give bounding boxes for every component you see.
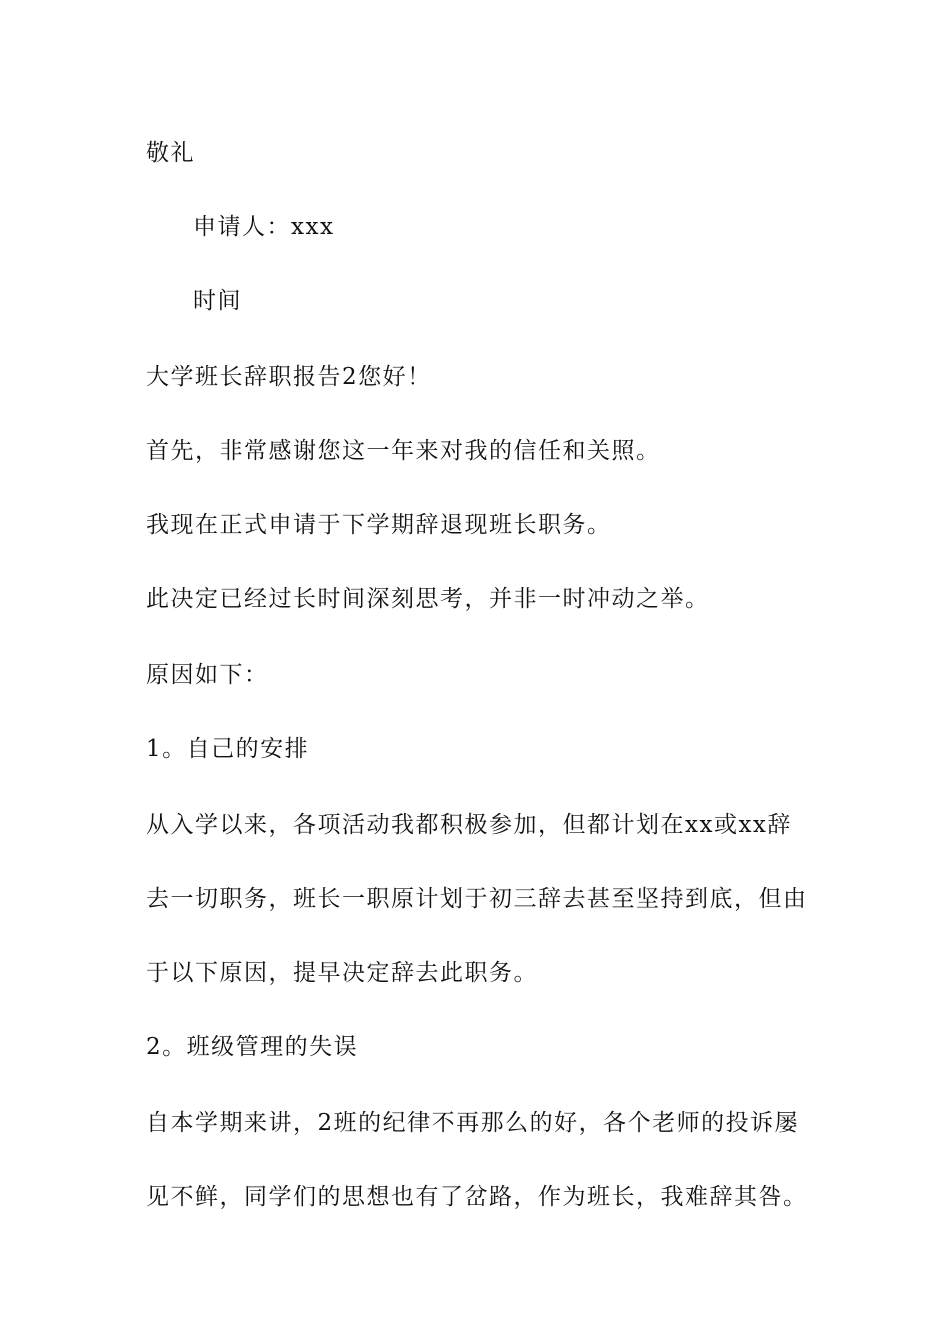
- paragraph-line: 去一切职务，班长一职原计划于初三辞去甚至坚持到底，但由: [146, 886, 808, 912]
- paragraph-line: 此决定已经过长时间深刻思考，并非一时冲动之举。: [146, 586, 710, 612]
- paragraph-line: 从入学以来，各项活动我都积极参加，但都计划在xx或xx辞: [146, 812, 792, 838]
- closing-salutation: 敬礼: [146, 140, 195, 166]
- paragraph-line: 自本学期来讲，2班的纪律不再那么的好，各个老师的投诉屡: [146, 1110, 800, 1136]
- applicant-line: 申请人：xxx: [193, 214, 335, 240]
- date-line: 时间: [193, 288, 242, 314]
- paragraph-line: 首先，非常感谢您这一年来对我的信任和关照。: [146, 438, 661, 464]
- paragraph-line: 于以下原因，提早决定辞去此职务。: [146, 960, 538, 986]
- paragraph-line: 我现在正式申请于下学期辞退现班长职务。: [146, 512, 612, 538]
- section-heading: 2。班级管理的失误: [146, 1034, 359, 1060]
- paragraph-line: 见不鲜，同学们的思想也有了岔路，作为班长，我难辞其咎。: [146, 1184, 808, 1210]
- section-heading: 1。自己的安排: [146, 736, 310, 762]
- paragraph-line: 原因如下：: [146, 662, 269, 688]
- report-title-line: 大学班长辞职报告2您好！: [146, 364, 432, 390]
